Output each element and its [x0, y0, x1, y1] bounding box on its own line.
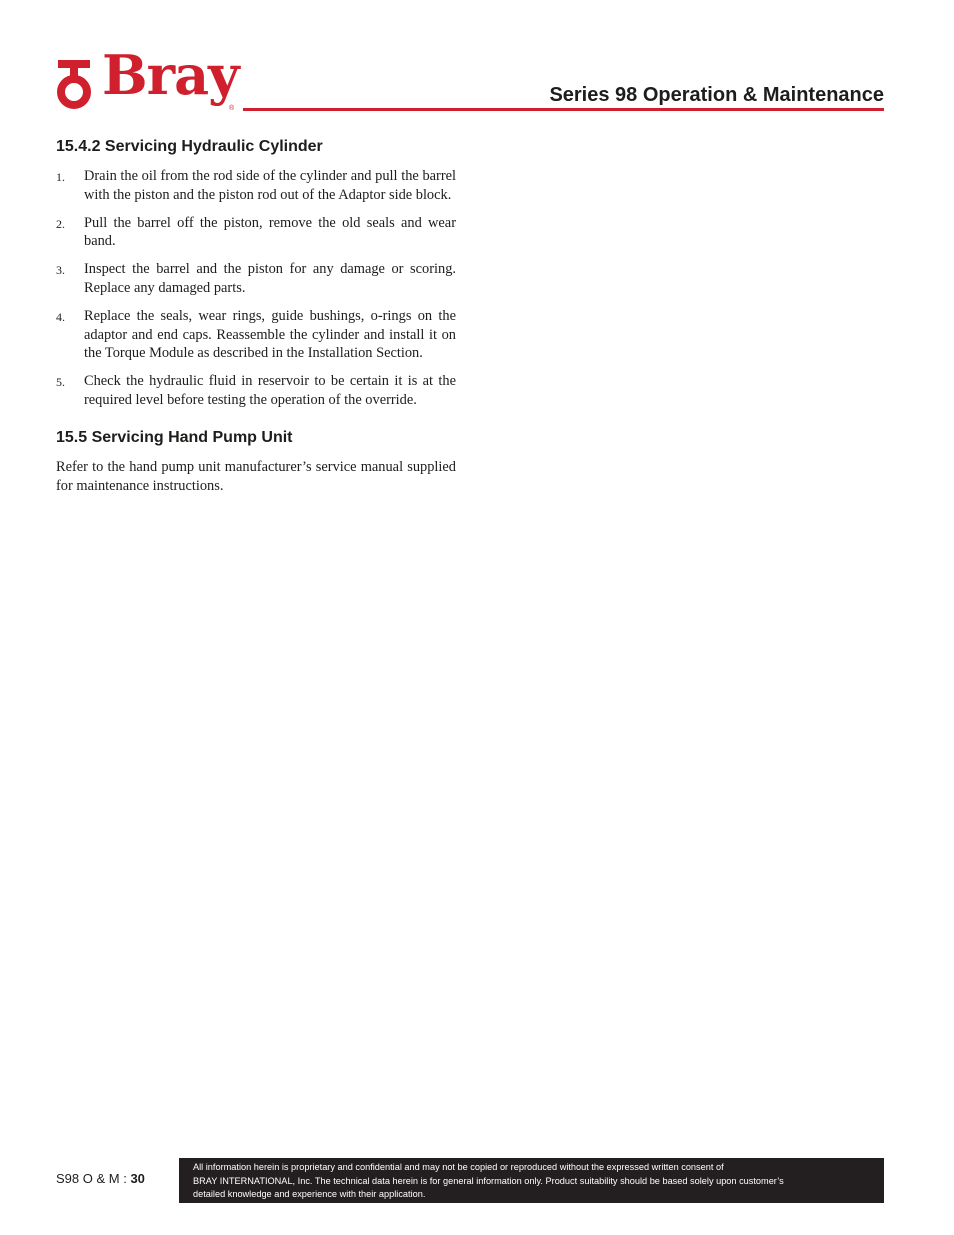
section-heading-hand-pump: 15.5 Servicing Hand Pump Unit — [56, 428, 293, 446]
list-item-number: 3. — [56, 263, 65, 278]
list-item-text: Check the hydraulic fluid in reservoir to be certain it is at the required level before testing the operation of the override. — [84, 373, 456, 408]
list-item — [56, 167, 456, 205]
list-item — [56, 260, 456, 298]
list-item — [56, 372, 456, 410]
footer-disclaimer — [179, 1158, 884, 1203]
list-item-text: Replace the seals, wear rings, guide bushings, o-rings on the adaptor and end caps. Reassemble the cylinder and install it on the Torque Module as described in the Installation Section. — [84, 307, 456, 362]
list-item-number: 5. — [56, 375, 65, 390]
logo-wordmark: Bray — [102, 43, 239, 107]
list-item-number: 2. — [56, 216, 65, 231]
main-column — [56, 137, 456, 495]
list-item-text: Inspect the barrel and the piston for any damage or scoring. Replace any damaged parts. — [84, 261, 456, 296]
list-item — [56, 307, 456, 363]
registered-mark: ® — [229, 105, 235, 112]
list-item — [56, 214, 456, 252]
hand-pump-paragraph: Refer to the hand pump unit manufacturer’s service manual supplied for maintenance instructions. — [56, 458, 456, 494]
disclaimer-line: All information herein is proprietary and confidential and may not be copied or reproduced without the expressed written consent of — [193, 1162, 724, 1172]
document-title: Series 98 Operation & Maintenance — [549, 84, 884, 106]
page-number: 30 — [130, 1171, 145, 1186]
bray-logo — [56, 43, 246, 116]
page-footer-label — [56, 1171, 145, 1187]
valve-icon — [56, 57, 96, 109]
disclaimer-line: BRAY INTERNATIONAL, Inc. The technical data herein is for general information only. Product suitability should be based solely upon customer’s — [193, 1175, 784, 1186]
list-item-number: 1. — [56, 170, 65, 184]
disclaimer-line: detailed knowledge and experience with their application. — [193, 1189, 426, 1199]
steps-list — [56, 167, 456, 410]
list-item-number: 4. — [56, 309, 65, 324]
list-item-text: Pull the barrel off the piston, remove the old seals and wear band. — [84, 214, 456, 250]
header-rule — [243, 108, 884, 111]
section-heading-hydraulic-cylinder: 15.4.2 Servicing Hydraulic Cylinder — [56, 138, 323, 155]
doc-label: S98 O & M : — [56, 1171, 127, 1186]
list-item-text: Drain the oil from the rod side of the cylinder and pull the barrel with the piston and the piston rod out of the Adaptor side block. — [84, 168, 456, 203]
